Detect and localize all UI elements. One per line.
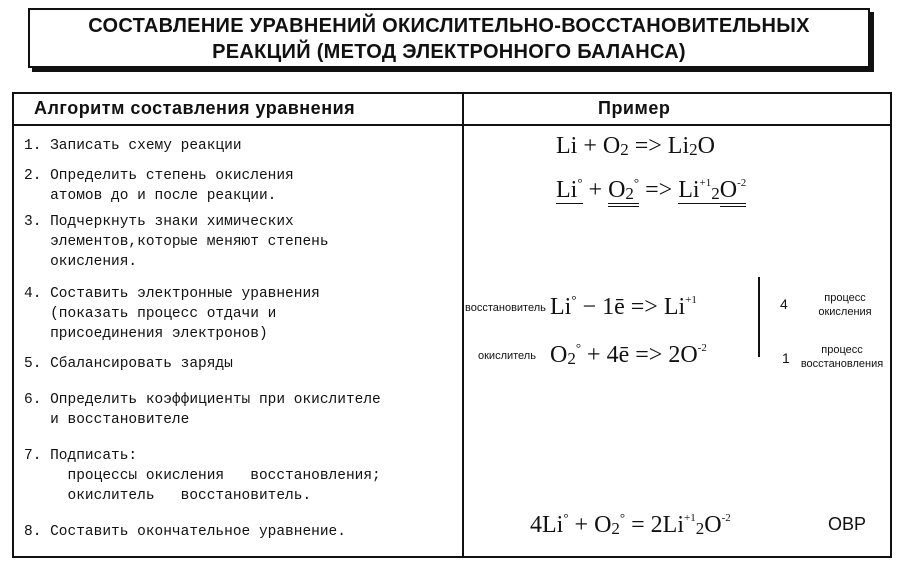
oxygen-symbol: O [594, 512, 612, 538]
plus-sign: + [574, 512, 589, 538]
step-3: 3. Подчеркнуть знаки химических элементов,которые меняют степень окисления. [24, 214, 329, 270]
arrow: => [635, 342, 663, 368]
step-7: 7. Подписать: процессы окисления восстановления; окислитель восстановитель. [24, 448, 381, 504]
plus-sign: + [587, 342, 601, 368]
oxidation-process-label [800, 291, 890, 319]
li-product-subscript: 2 [689, 140, 698, 159]
oxidizer-label: окислитель [478, 350, 536, 362]
algorithm-table [12, 92, 892, 558]
example-equation-4 [550, 340, 707, 369]
li-oxidation-state: +1 [685, 294, 697, 306]
oxygen-product: O [719, 177, 738, 203]
title-line-1: СОСТАВЛЕНИЕ УРАВНЕНИЙ ОКИСЛИТЕЛЬНО-ВОССТАНОВИТЕЛЬНЫХ [88, 15, 810, 37]
oxygen-subscript: 2 [620, 140, 629, 159]
oxygen-subscript: 2 [611, 519, 620, 538]
example-equation-3 [550, 292, 697, 321]
o-oxidation-state: -2 [697, 342, 707, 354]
oxidation-degree: ° [571, 292, 577, 307]
li-oxidation-state: +1 [699, 177, 712, 189]
li-product-subscript: 2 [711, 184, 720, 203]
title-box [28, 8, 870, 68]
arrow: => [634, 133, 662, 159]
step-6: 6. Определить коэффициенты при окислителе и восстановителе [24, 392, 381, 428]
oxidation-degree: ° [575, 340, 582, 355]
reducer-label: восстановитель [465, 302, 546, 314]
plus-sign: + [588, 177, 603, 203]
process-type: восстановления [800, 358, 884, 370]
coefficient-reduction: 1 [782, 350, 790, 366]
o-oxidation-state: -2 [737, 177, 747, 189]
left-column-header: Алгоритм составления уравнения [34, 98, 356, 118]
oxygen-symbol: O [602, 133, 621, 159]
oxygen-symbol: O [550, 342, 568, 368]
reduction-process-label [792, 343, 892, 371]
oxygen-symbol: O [608, 177, 626, 203]
right-column-header: Пример [598, 98, 671, 118]
step-2: 2. Определить степень окисления атомов до и после реакции. [24, 168, 294, 204]
arrow: => [645, 177, 673, 203]
electrons: 4ē [606, 342, 630, 368]
step-1: 1. Записать схему реакции [24, 138, 242, 154]
li-term: 4Li [530, 512, 564, 538]
process-word: процесс [821, 344, 863, 356]
step-5: 5. Сбалансировать заряды [24, 356, 233, 372]
minus-sign: − [582, 294, 597, 320]
equals-sign: = [631, 512, 645, 538]
process-word: процесс [824, 292, 866, 304]
oxygen-product: O [704, 512, 722, 538]
oxide-ion: 2O [668, 342, 698, 368]
li-symbol: Li [556, 177, 578, 203]
example-equation-1 [556, 133, 715, 160]
o-oxidation-state: -2 [721, 512, 731, 524]
plus-sign: + [583, 133, 597, 159]
oxygen-product: O [697, 133, 715, 159]
oxidation-degree: ° [577, 175, 583, 190]
li-symbol: Li [556, 133, 578, 159]
column-divider [462, 94, 464, 556]
ovr-tag: ОВР [828, 514, 867, 534]
arrow: => [630, 294, 658, 320]
li-ion: Li [663, 294, 686, 320]
coefficient-oxidation: 4 [780, 296, 788, 312]
balance-bracket [758, 277, 760, 357]
li-symbol: Li [550, 294, 572, 320]
final-equation [530, 510, 731, 539]
li-product: Li [667, 133, 690, 159]
step-4: 4. Составить электронные уравнения (показать процесс отдачи и присоединения электронов) [24, 286, 320, 342]
electrons: 1ē [602, 294, 625, 320]
header-divider [14, 124, 890, 126]
oxidation-degree: ° [619, 510, 626, 525]
li-product-subscript: 2 [695, 519, 705, 538]
li-product: 2Li [650, 512, 684, 538]
li-product: Li [678, 177, 700, 203]
step-8: 8. Составить окончательное уравнение. [24, 524, 346, 540]
oxidation-degree: ° [633, 175, 640, 190]
example-equation-2 [556, 175, 746, 204]
oxygen-subscript: 2 [625, 184, 634, 203]
oxidation-degree: ° [563, 510, 569, 525]
oxygen-subscript: 2 [567, 349, 576, 368]
title-line-2: РЕАКЦИЙ (МЕТОД ЭЛЕКТРОННОГО БАЛАНСА) [212, 41, 686, 63]
li-oxidation-state: +1 [684, 512, 696, 524]
process-type: окисления [818, 306, 872, 318]
